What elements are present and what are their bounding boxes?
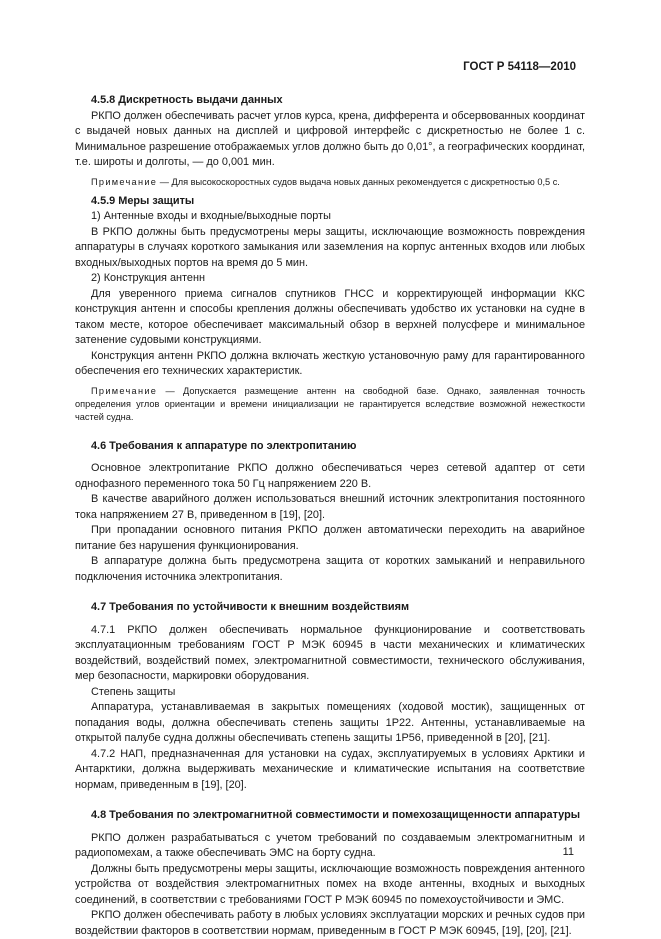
heading-4-5-8: 4.5.8 Дискретность выдачи данных xyxy=(91,94,283,106)
note-label: Примечание xyxy=(91,385,158,396)
paragraph: В качестве аварийного должен использоваться внешний источник электропитания постоянного тока напряжением 27 В, приведенном в [19], [20]. xyxy=(75,493,585,521)
heading-4-8: 4.8 Требования по электромагнитной совместимости и помехозащищенности аппаратуры xyxy=(91,809,581,821)
paragraph: РКПО должен обеспечивать расчет углов курса, крена, дифферента и обсервованных координат с выдачей новых данных на дисплей и цифровой интерфейс с дискретностью не более 1 с. Минимальное разрешение отображаемых углов должно быть до 0,01°, а географических координат, т.е. широты и долготы, — до 0,001 мин. xyxy=(75,109,585,168)
paragraph: 4.7.2 НАП, предназначенная для установки на судах, эксплуатируемых в условиях Арктики и Антарктики, должна выдерживать механические и климатические испытания на соответствие нормам, приведенным в [19], [20]. xyxy=(75,747,585,791)
document-id: ГОСТ Р 54118—2010 xyxy=(463,61,576,73)
paragraph: 4.7.1 РКПО должен обеспечивать нормальное функционирование и соответствовать эксплуатационным требованиям ГОСТ Р МЭК 60945 в части механических и климатических воздействий, воздействий помех, электромагнитной совместимости, технического обслуживания, мер безопасности, маркировки оборудования. xyxy=(75,623,585,682)
note-label: Примечание xyxy=(91,176,158,187)
note xyxy=(75,385,585,424)
heading-4-6: 4.6 Требования к аппаратуре по электропитанию xyxy=(91,439,357,452)
note-text: — Для высокоскоростных судов выдача новых данных рекомендуется с дискретностью 0,5 с. xyxy=(157,176,560,187)
paragraph: Основное электропитание РКПО должно обеспечиваться через сетевой адаптер от сети однофазного переменного тока 50 Гц напряжением 220 В. xyxy=(75,462,585,490)
paragraph: РКПО должен разрабатываться с учетом требований по создаваемым электромагнитным и радиопомехам, а также обеспечивать ЭМС на борту судна. xyxy=(75,831,585,859)
paragraph: Для уверенного приема сигналов спутников ГНСС и корректирующей информации ККС конструкция антенн и способы крепления должны обеспечивать удобство их установки на судне в таком месте, которое обеспечивает максимальный обзор в верхней полусфере и минимальное затенение судовыми конструкциями. xyxy=(75,287,585,346)
paragraph: В РКПО должны быть предусмотрены меры защиты, исключающие возможность повреждения аппаратуры в случаях короткого замыкания или заземления на корпус антенных входов или любых входных/выходных портов на время до 5 мин. xyxy=(75,225,585,269)
paragraph: Аппаратура, устанавливаемая в закрытых помещениях (ходовой мостик), защищенных от попадания воды, должна обеспечивать степень защиты 1Р22. Антенны, устанавливаемые на открытой палубе судна должны обеспечивать степень защиты 1Р56, приведенной в [20], [21]. xyxy=(75,701,585,744)
note xyxy=(75,176,585,189)
paragraph: РКПО должен обеспечивать работу в любых условиях эксплуатации морских и речных судов при воздействии факторов в соответствии нормам, приведенным в ГОСТ Р МЭК 60945, [19], [20], [21]. xyxy=(75,909,585,937)
paragraph: В аппаратуре должна быть предусмотрена защита от коротких замыканий и неправильного подключения источника электропитания. xyxy=(75,555,585,583)
list-item: 1) Антенные входы и входные/выходные порты xyxy=(91,210,331,222)
paragraph: Степень защиты xyxy=(91,685,176,698)
page-content xyxy=(75,93,585,939)
heading-4-5-9: 4.5.9 Меры защиты xyxy=(91,194,195,207)
list-item: 2) Конструкция антенн xyxy=(91,272,205,284)
paragraph: При пропадании основного питания РКПО должен автоматически переходить на аварийное питание без нарушения функционирования. xyxy=(75,524,585,552)
paragraph: Должны быть предусмотрены меры защиты, исключающие возможность повреждения антенного устройства от воздействия электромагнитных помех на входе антенны, входных и выходных соединений, в соответствии с требованиями ГОСТ Р МЭК 60945 по помехоустойчивости и ЭМС. xyxy=(75,862,585,906)
note-text: — Допускается размещение антенн на свободной базе. Однако, заявленная точность определения углов ориентации и времени инициализации не гарантируется вследствие возможной нежесткости частей судна. xyxy=(75,385,585,422)
heading-4-7: 4.7 Требования по устойчивости к внешним воздействиям xyxy=(91,601,410,613)
page-number: 11 xyxy=(562,846,574,858)
paragraph: Конструкция антенн РКПО должна включать жесткую установочную раму для гарантированного обеспечения его технических характеристик. xyxy=(75,349,585,377)
